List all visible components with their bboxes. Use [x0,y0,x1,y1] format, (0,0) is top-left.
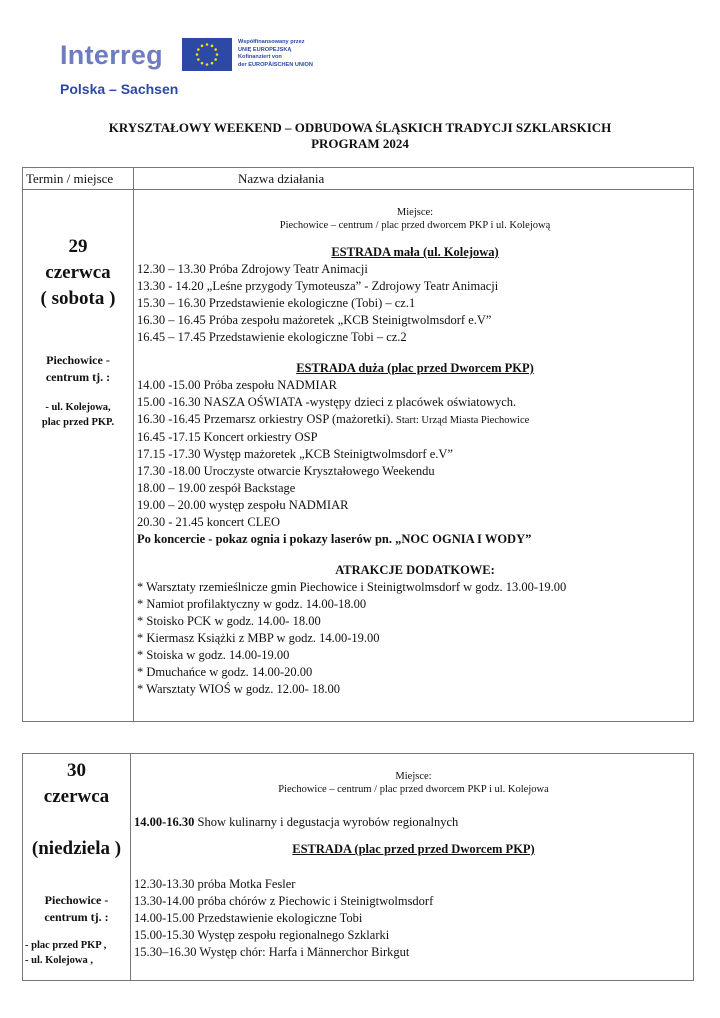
eu-star [206,43,209,46]
list-item: 14.00 -15.00 Próba zespołu NADMIAR [137,378,337,392]
day1-month: czerwca [45,262,111,283]
interreg-logo [60,36,330,102]
list-item: 16.30 – 16.45 Próba zespołu mażoretek „KCB Steinigtwolmsdorf e.V” [137,313,492,327]
list-item: 13.30-14.00 próba chórów z Piechowic i Steinigtwolmsdorf [134,894,434,908]
day1-activities-cell [134,190,694,722]
day1-weekday: ( sobota ) [40,288,116,309]
day1-date-place-cell [23,190,134,722]
eu-star [197,48,200,51]
list-item: 17.15 -17.30 Występ mażoretek „KCB Steinigtwolmsdorf e.V” [137,447,453,461]
list-item: 16.45 -17.15 Koncert orkiestry OSP [137,430,318,444]
day2-date-place-cell [23,754,131,981]
day1-small-stage-list [137,261,693,346]
eu-star [206,63,209,66]
eu-cofinancing-text: Współfinansowany przez UNIĘ EUROPEJSKĄ Kofinanziert von der EUROPÄISCHEN UNION [238,39,313,68]
list-item: * Kiermasz Książki z MBP w godz. 14.00-19.00 [137,631,380,645]
day1-extra-attractions-heading: ATRAKCJE DODATKOWE: [335,563,495,577]
day2-location-value: Piechowice – centrum / plac przed dworcem PKP i ul. Kolejowa [278,784,549,795]
document-title: KRYSZTAŁOWY WEEKEND – ODBUDOWA ŚLĄSKICH TRADYCJI SZKLARSKICH PROGRAM 2024 [108,120,612,151]
eu-star [197,58,200,61]
list-item: * Dmuchańce w godz. 14.00-20.00 [137,665,313,679]
day2-month: czerwca [43,786,110,807]
list-item: 14.00-15.00 Przedstawienie ekologiczne Tobi [134,911,363,925]
list-item: 15.00-15.30 Występ zespołu regionalnego Szklarki [134,928,390,942]
day1-large-stage-heading: ESTRADA duża (plac przed Dworcem PKP) [296,361,534,375]
eu-star [201,45,204,48]
day2-location-label: Miejsce: [395,771,432,782]
day2-day: 30 [67,760,86,781]
day2-stage-list [134,876,693,961]
march-start-note: Start: Urząd Miasta Piechowice [393,415,530,426]
day2-stage-heading: ESTRADA (plac przed przed Dworcem PKP) [292,842,535,856]
list-item: 20.30 - 21.45 koncert CLEO [137,515,281,529]
list-item: * Warsztaty rzemieślnicze gmin Piechowice i Steinigtwolmsdorf w godz. 13.00-19.00 [137,580,567,594]
day2-activities-cell [131,754,694,981]
eu-star [211,62,214,65]
day1-small-stage-heading: ESTRADA mała (ul. Kolejowa) [331,245,499,259]
header-activity-name: Nazwa działania [134,168,694,190]
day2-address-line2: - ul. Kolejowa , [25,955,93,966]
list-item: 18.00 – 19.00 zespół Backstage [137,481,296,495]
day1-address-line2: plac przed PKP. [41,417,115,428]
day1-location-value: Piechowice – centrum / plac przed dworcem PKP i ul. Kolejową [279,220,551,231]
eu-star [211,45,214,48]
eu-star [196,53,199,56]
list-item: 19.00 – 20.00 występ zespołu NADMIAR [137,498,349,512]
list-item: 12.30-13.30 próba Motka Fesler [134,877,296,891]
day2-weekday: (niedziela ) [31,838,122,859]
list-item: 15.30–16.30 Występ chór: Harfa i Männerchor Birkgut [134,945,410,959]
culinary-show-line [134,814,693,831]
list-item: * Stoisko PCK w godz. 14.00- 18.00 [137,614,321,628]
day1-day: 29 [68,236,88,257]
culinary-show-time: 14.00-16.30 [134,815,195,829]
day2-address-line1: - plac przed PKP , [25,940,107,951]
header-date-place: Termin / miejsce [23,168,134,190]
list-item: * Warsztaty WIOŚ w godz. 12.00- 18.00 [137,682,341,696]
eu-star [216,53,219,56]
day1-large-stage-list [137,377,693,548]
program-region: Polska – Sachsen [60,81,179,97]
list-item: 13.30 - 14.20 „Leśne przygody Tymoteusza” - Zdrojowy Teatr Animacji [137,279,499,293]
eu-star [214,48,217,51]
day1-place-line1: Piechowice - [46,353,110,367]
culinary-show-text: Show kulinarny i degustacja wyrobów regionalnych [194,815,459,829]
day1-place-line2: centrum tj. : [45,370,111,384]
list-item: 17.30 -18.00 Uroczyste otwarcie Kryształowego Weekendu [137,464,435,478]
day2-place-line2: centrum tj. : [44,910,109,924]
list-item: * Stoiska w godz. 14.00-19.00 [137,648,290,662]
list-item: * Namiot profilaktyczny w godz. 14.00-18.00 [137,597,367,611]
list-item: 15.30 – 16.30 Przedstawienie ekologiczne (Tobi) – cz.1 [137,296,416,310]
interreg-wordmark: Interreg [60,40,163,70]
day1-address-line1: - ul. Kolejowa, [45,402,111,413]
program-table-day1 [22,167,694,722]
list-item: 15.00 -16.30 NASZA OŚWIATA -występy dzieci z placówek oświatowych. [137,395,517,409]
list-item: 16.45 – 17.45 Przedstawienie ekologiczne Tobi – cz.2 [137,330,407,344]
list-item: 12.30 – 13.30 Próba Zdrojowy Teatr Animacji [137,262,368,276]
program-table-day2 [22,753,694,981]
day2-place-line1: Piechowice - [44,893,109,907]
eu-star [214,58,217,61]
day1-extra-attractions-list [137,579,693,698]
list-item: 16.30 -16.45 Przemarsz orkiestry OSP (mażoretki). Start: Urząd Miasta Piechowice [137,412,530,426]
eu-star [201,62,204,65]
finale-line: Po koncercie - pokaz ognia i pokazy laserów pn. „NOC OGNIA I WODY” [137,532,532,546]
day1-location-label: Miejsce: [396,207,434,218]
eu-flag-icon [182,38,232,71]
